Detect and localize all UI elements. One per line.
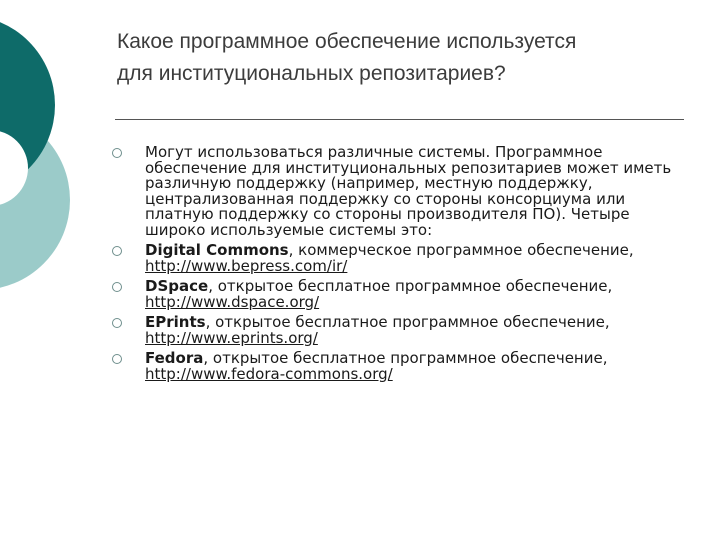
bullet-item-fedora [112,351,692,382]
bullet-circle-icon [112,354,122,364]
system-name: Fedora [145,349,204,367]
bullet-circle-icon [112,282,122,292]
system-link[interactable]: http://www.fedora-commons.org/ [145,364,393,383]
system-description: , коммерческое программное обеспечение, [288,241,634,259]
title-divider [115,119,684,120]
slide-title-line-2: для институциональных репозитариев? [117,62,506,85]
system-name: DSpace [145,277,209,295]
bullet-circle-icon [112,318,122,328]
bullet-list [112,145,692,387]
bullet-circle-icon [112,246,122,256]
slide-title [117,26,687,90]
bullet-text: Могут использоваться различные системы. Программное обеспечение для институциональных репозитариев может иметь различную поддержку (например, местную поддержку, централизованная поддержку со стороны консорциума или платную поддержку со стороны производителя ПО). Четыре широко используемые системы это: [145,143,672,239]
system-link[interactable]: http://www.dspace.org/ [145,292,320,311]
decorative-circles [0,0,120,320]
system-link[interactable]: http://www.eprints.org/ [145,328,318,347]
slide-title-line-1: Какое программное обеспечение используется [117,30,577,53]
bullet-item-intro [112,145,692,238]
system-description: , открытое бесплатное программное обеспечение, [205,313,610,331]
bullet-circle-icon [112,148,122,158]
system-description: , открытое бесплатное программное обеспечение, [208,277,613,295]
bullet-item-eprints [112,315,692,346]
bullet-item-dspace [112,279,692,310]
system-link[interactable]: http://www.bepress.com/ir/ [145,256,348,275]
bullet-item-digital-commons [112,243,692,274]
system-description: , открытое бесплатное программное обеспечение, [203,349,608,367]
system-name: Digital Commons [145,241,289,259]
system-name: EPrints [145,313,206,331]
